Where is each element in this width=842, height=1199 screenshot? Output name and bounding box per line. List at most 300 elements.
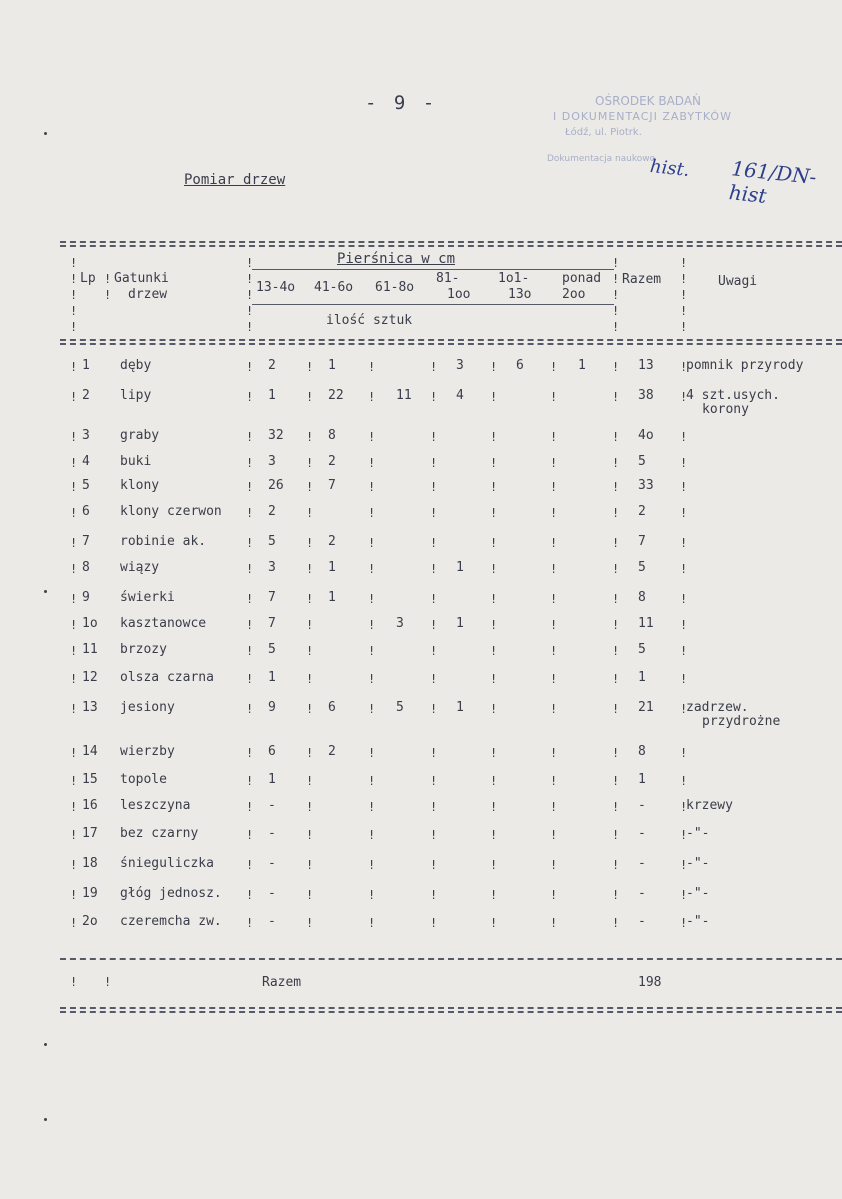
- table-cell-total: -: [638, 886, 646, 901]
- table-cell-c3: 11: [396, 388, 412, 403]
- column-separator-mark: !: [70, 888, 78, 902]
- column-separator-mark: !: [70, 774, 78, 788]
- column-header-range: ponad: [562, 271, 602, 286]
- column-separator-mark: !: [368, 390, 376, 404]
- table-cell-total: -: [638, 914, 646, 929]
- column-separator-mark: !: [490, 536, 498, 550]
- column-separator-mark: !: [550, 480, 558, 494]
- column-separator-mark: !: [368, 746, 376, 760]
- column-separator-mark: !: [680, 916, 688, 930]
- column-separator-mark: !: [70, 272, 78, 286]
- table-cell-name: śnieguliczka: [120, 856, 214, 871]
- column-separator-mark: !: [612, 536, 620, 550]
- footer-total-value: 198: [638, 975, 662, 990]
- table-cell-lp: 13: [82, 700, 98, 715]
- table-cell-lp: 1: [82, 358, 90, 373]
- table-cell-c4: 1: [456, 700, 464, 715]
- table-bottom-rule: [60, 1007, 842, 1013]
- table-cell-note-cont: przydrożne: [702, 714, 781, 729]
- column-separator-mark: !: [70, 456, 78, 470]
- column-separator-mark: !: [104, 272, 112, 286]
- column-separator-mark: !: [550, 360, 558, 374]
- column-separator-mark: !: [368, 888, 376, 902]
- column-separator-mark: !: [368, 536, 376, 550]
- column-separator-mark: !: [490, 916, 498, 930]
- column-separator-mark: !: [680, 746, 688, 760]
- column-separator-mark: !: [368, 644, 376, 658]
- column-separator-mark: !: [550, 800, 558, 814]
- table-cell-lp: 7: [82, 534, 90, 549]
- column-separator-mark: !: [490, 828, 498, 842]
- table-cell-note: pomnik przyrody: [686, 358, 804, 373]
- column-header-range: 1o1-: [498, 271, 530, 286]
- column-separator-mark: !: [70, 320, 78, 334]
- column-separator-mark: !: [490, 390, 498, 404]
- column-separator-mark: !: [680, 562, 688, 576]
- column-separator-mark: !: [550, 506, 558, 520]
- table-cell-name: wiązy: [120, 560, 160, 575]
- column-separator-mark: !: [306, 390, 314, 404]
- table-cell-c1: 3: [268, 454, 276, 469]
- column-separator-mark: !: [430, 430, 438, 444]
- table-cell-total: 13: [638, 358, 654, 373]
- column-separator-mark: !: [246, 320, 254, 334]
- document-title: Pomiar drzew: [184, 172, 286, 188]
- table-cell-lp: 16: [82, 798, 98, 813]
- column-separator-mark: !: [490, 888, 498, 902]
- table-cell-name: brzozy: [120, 642, 167, 657]
- column-separator-mark: !: [680, 774, 688, 788]
- column-header-diameter: Pierśnica w cm: [337, 251, 456, 267]
- table-cell-c1: -: [268, 886, 276, 901]
- column-separator-mark: !: [430, 800, 438, 814]
- column-separator-mark: !: [430, 592, 438, 606]
- column-separator-mark: !: [612, 774, 620, 788]
- column-separator-mark: !: [490, 480, 498, 494]
- footer-total-label: Razem: [262, 975, 302, 990]
- column-separator-mark: !: [612, 916, 620, 930]
- column-separator-mark: !: [70, 858, 78, 872]
- column-separator-mark: !: [70, 916, 78, 930]
- column-separator-mark: !: [612, 288, 620, 302]
- table-cell-c4: 4: [456, 388, 464, 403]
- margin-dot: [44, 1043, 47, 1046]
- column-separator-mark: !: [70, 562, 78, 576]
- column-separator-mark: !: [246, 256, 254, 270]
- table-cell-c1: -: [268, 914, 276, 929]
- table-cell-c1: 1: [268, 772, 276, 787]
- column-separator-mark: !: [490, 746, 498, 760]
- table-cell-total: 5: [638, 560, 646, 575]
- column-separator-mark: !: [490, 360, 498, 374]
- column-separator-mark: !: [550, 888, 558, 902]
- column-separator-mark: !: [430, 888, 438, 902]
- table-top-rule: [60, 241, 842, 247]
- table-cell-name: jesiony: [120, 700, 175, 715]
- column-separator-mark: !: [70, 304, 78, 318]
- column-separator-mark: !: [430, 506, 438, 520]
- column-header-lp: Lp: [80, 271, 96, 286]
- column-separator-mark: !: [680, 644, 688, 658]
- table-cell-lp: 9: [82, 590, 90, 605]
- column-separator-mark: !: [490, 506, 498, 520]
- table-cell-lp: 19: [82, 886, 98, 901]
- column-separator-mark: !: [368, 592, 376, 606]
- column-separator-mark: !: [680, 390, 688, 404]
- column-separator-mark: !: [612, 858, 620, 872]
- column-separator-mark: !: [680, 506, 688, 520]
- column-header-species-cont: drzew: [128, 287, 168, 302]
- column-separator-mark: !: [246, 562, 254, 576]
- column-separator-mark: !: [368, 774, 376, 788]
- column-separator-mark: !: [612, 272, 620, 286]
- column-separator-mark: !: [612, 888, 620, 902]
- table-cell-name: robinie ak.: [120, 534, 207, 549]
- table-cell-lp: 1o: [82, 616, 98, 631]
- column-separator-mark: !: [680, 536, 688, 550]
- table-cell-total: -: [638, 856, 646, 871]
- table-cell-lp: 8: [82, 560, 90, 575]
- column-header-range: 41-6o: [314, 280, 354, 295]
- column-separator-mark: !: [550, 390, 558, 404]
- table-cell-c2: 8: [328, 428, 336, 443]
- column-separator-mark: !: [246, 456, 254, 470]
- diameter-title-rule: [252, 269, 614, 270]
- column-separator-mark: !: [246, 592, 254, 606]
- column-separator-mark: !: [70, 430, 78, 444]
- column-separator-mark: !: [368, 916, 376, 930]
- column-separator-mark: !: [70, 360, 78, 374]
- column-separator-mark: !: [70, 480, 78, 494]
- column-separator-mark: !: [368, 506, 376, 520]
- table-cell-c2: 2: [328, 744, 336, 759]
- column-separator-mark: !: [430, 390, 438, 404]
- column-separator-mark: !: [70, 975, 78, 989]
- column-header-range: 2oo: [562, 287, 586, 302]
- column-separator-mark: !: [490, 774, 498, 788]
- table-cell-c4: 1: [456, 616, 464, 631]
- table-cell-name: graby: [120, 428, 160, 443]
- column-separator-mark: !: [70, 746, 78, 760]
- table-cell-total: 1: [638, 772, 646, 787]
- column-separator-mark: !: [490, 672, 498, 686]
- column-separator-mark: !: [246, 304, 254, 318]
- table-cell-total: 2: [638, 504, 646, 519]
- column-separator-mark: !: [70, 536, 78, 550]
- column-separator-mark: !: [306, 480, 314, 494]
- column-separator-mark: !: [680, 800, 688, 814]
- column-separator-mark: !: [368, 360, 376, 374]
- body-bottom-rule: [60, 958, 842, 960]
- table-cell-name: głóg jednosz.: [120, 886, 222, 901]
- column-separator-mark: !: [490, 858, 498, 872]
- table-cell-note: -"-: [686, 886, 710, 901]
- table-cell-total: 5: [638, 642, 646, 657]
- table-cell-c1: -: [268, 798, 276, 813]
- column-separator-mark: !: [550, 644, 558, 658]
- column-separator-mark: !: [246, 288, 254, 302]
- column-separator-mark: !: [490, 800, 498, 814]
- column-header-range: 13o: [508, 287, 532, 302]
- column-separator-mark: !: [550, 916, 558, 930]
- column-separator-mark: !: [368, 618, 376, 632]
- column-separator-mark: !: [680, 888, 688, 902]
- column-separator-mark: !: [612, 618, 620, 632]
- column-separator-mark: !: [306, 618, 314, 632]
- table-cell-name: leszczyna: [120, 798, 191, 813]
- table-cell-c1: 1: [268, 670, 276, 685]
- column-separator-mark: !: [70, 702, 78, 716]
- column-separator-mark: !: [246, 916, 254, 930]
- column-separator-mark: !: [680, 672, 688, 686]
- table-cell-name: kasztanowce: [120, 616, 207, 631]
- column-separator-mark: !: [104, 975, 112, 989]
- table-cell-note: 4 szt.usych.: [686, 388, 780, 403]
- column-separator-mark: !: [680, 272, 688, 286]
- column-separator-mark: !: [430, 644, 438, 658]
- table-cell-c2: 1: [328, 358, 336, 373]
- column-separator-mark: !: [246, 360, 254, 374]
- table-cell-total: -: [638, 826, 646, 841]
- column-separator-mark: !: [306, 506, 314, 520]
- table-cell-note: -"-: [686, 826, 710, 841]
- table-cell-lp: 18: [82, 856, 98, 871]
- column-separator-mark: !: [306, 858, 314, 872]
- table-cell-c3: 5: [396, 700, 404, 715]
- column-separator-mark: !: [612, 828, 620, 842]
- table-cell-note-cont: korony: [702, 402, 749, 417]
- column-separator-mark: !: [70, 256, 78, 270]
- column-separator-mark: !: [246, 672, 254, 686]
- column-separator-mark: !: [306, 888, 314, 902]
- table-cell-lp: 3: [82, 428, 90, 443]
- column-separator-mark: !: [368, 562, 376, 576]
- column-separator-mark: !: [70, 800, 78, 814]
- column-separator-mark: !: [368, 672, 376, 686]
- column-separator-mark: !: [550, 562, 558, 576]
- table-cell-total: -: [638, 798, 646, 813]
- table-cell-c1: 6: [268, 744, 276, 759]
- column-separator-mark: !: [490, 644, 498, 658]
- column-separator-mark: !: [550, 858, 558, 872]
- table-cell-lp: 4: [82, 454, 90, 469]
- diameter-ranges-rule: [252, 304, 614, 305]
- column-separator-mark: !: [368, 456, 376, 470]
- column-separator-mark: !: [680, 480, 688, 494]
- column-separator-mark: !: [430, 360, 438, 374]
- column-separator-mark: !: [246, 618, 254, 632]
- table-cell-c1: 1: [268, 388, 276, 403]
- table-cell-c2: 2: [328, 454, 336, 469]
- column-separator-mark: !: [306, 800, 314, 814]
- column-separator-mark: !: [680, 288, 688, 302]
- column-separator-mark: !: [306, 536, 314, 550]
- table-cell-c2: 6: [328, 700, 336, 715]
- column-separator-mark: !: [368, 858, 376, 872]
- column-separator-mark: !: [246, 858, 254, 872]
- column-separator-mark: !: [612, 702, 620, 716]
- table-cell-c1: 32: [268, 428, 284, 443]
- column-separator-mark: !: [246, 746, 254, 760]
- column-header-total: Razem: [622, 272, 662, 287]
- column-separator-mark: !: [680, 304, 688, 318]
- column-separator-mark: !: [550, 828, 558, 842]
- column-separator-mark: !: [680, 592, 688, 606]
- column-separator-mark: !: [680, 456, 688, 470]
- table-cell-name: bez czarny: [120, 826, 199, 841]
- column-separator-mark: !: [612, 506, 620, 520]
- column-separator-mark: !: [550, 618, 558, 632]
- column-separator-mark: !: [490, 456, 498, 470]
- table-cell-total: 1: [638, 670, 646, 685]
- column-separator-mark: !: [306, 644, 314, 658]
- stamp-line: Dokumentacja naukowo: [547, 154, 656, 164]
- column-separator-mark: !: [612, 644, 620, 658]
- margin-dot: [44, 1118, 47, 1121]
- table-cell-c1: 7: [268, 590, 276, 605]
- stamp-line: Łódź, ul. Piotrk.: [565, 127, 642, 138]
- column-separator-mark: !: [680, 320, 688, 334]
- header-bottom-rule: [60, 339, 842, 345]
- column-header-range: 81-: [436, 271, 460, 286]
- table-cell-c4: 1: [456, 560, 464, 575]
- column-separator-mark: !: [246, 644, 254, 658]
- table-cell-c2: 1: [328, 590, 336, 605]
- table-cell-name: dęby: [120, 358, 152, 373]
- column-separator-mark: !: [612, 800, 620, 814]
- table-cell-c1: 2: [268, 504, 276, 519]
- table-cell-note: -"-: [686, 856, 710, 871]
- column-separator-mark: !: [680, 618, 688, 632]
- column-header-range: 61-8o: [375, 280, 415, 295]
- column-separator-mark: !: [612, 390, 620, 404]
- table-cell-c1: -: [268, 826, 276, 841]
- column-separator-mark: !: [306, 592, 314, 606]
- margin-dot: [44, 590, 47, 593]
- table-cell-c3: 3: [396, 616, 404, 631]
- table-cell-total: 7: [638, 534, 646, 549]
- column-separator-mark: !: [70, 672, 78, 686]
- table-cell-lp: 2o: [82, 914, 98, 929]
- column-separator-mark: !: [246, 774, 254, 788]
- column-separator-mark: !: [430, 916, 438, 930]
- column-separator-mark: !: [612, 320, 620, 334]
- table-cell-name: olsza czarna: [120, 670, 214, 685]
- page-number: - 9 -: [365, 92, 438, 114]
- table-cell-name: czeremcha zw.: [120, 914, 222, 929]
- column-separator-mark: !: [306, 456, 314, 470]
- table-cell-c1: -: [268, 856, 276, 871]
- column-separator-mark: !: [550, 774, 558, 788]
- table-cell-c1: 9: [268, 700, 276, 715]
- column-separator-mark: !: [70, 828, 78, 842]
- column-separator-mark: !: [430, 702, 438, 716]
- table-cell-total: 11: [638, 616, 654, 631]
- column-header-range: 1oo: [447, 287, 471, 302]
- table-cell-name: klony czerwon: [120, 504, 222, 519]
- column-separator-mark: !: [612, 304, 620, 318]
- handwritten-note: hist.: [649, 155, 691, 182]
- column-separator-mark: !: [246, 506, 254, 520]
- table-cell-note: zadrzew.: [686, 700, 749, 715]
- table-cell-lp: 5: [82, 478, 90, 493]
- column-separator-mark: !: [368, 702, 376, 716]
- column-separator-mark: !: [550, 456, 558, 470]
- column-separator-mark: !: [430, 536, 438, 550]
- column-separator-mark: !: [430, 828, 438, 842]
- column-separator-mark: !: [368, 430, 376, 444]
- table-cell-name: wierzby: [120, 744, 175, 759]
- column-separator-mark: !: [430, 456, 438, 470]
- column-separator-mark: !: [612, 746, 620, 760]
- table-cell-total: 33: [638, 478, 654, 493]
- column-separator-mark: !: [612, 256, 620, 270]
- margin-dot: [44, 132, 47, 135]
- column-separator-mark: !: [430, 672, 438, 686]
- table-cell-total: 8: [638, 590, 646, 605]
- column-separator-mark: !: [680, 828, 688, 842]
- column-separator-mark: !: [490, 618, 498, 632]
- table-cell-lp: 6: [82, 504, 90, 519]
- column-header-notes: Uwagi: [718, 274, 758, 289]
- table-cell-name: klony: [120, 478, 160, 493]
- table-cell-c1: 26: [268, 478, 284, 493]
- column-separator-mark: !: [490, 592, 498, 606]
- column-separator-mark: !: [550, 702, 558, 716]
- column-separator-mark: !: [306, 430, 314, 444]
- column-separator-mark: !: [550, 430, 558, 444]
- column-separator-mark: !: [246, 272, 254, 286]
- table-cell-note: krzewy: [686, 798, 733, 813]
- column-separator-mark: !: [246, 480, 254, 494]
- table-cell-c5: 6: [516, 358, 524, 373]
- table-cell-name: buki: [120, 454, 152, 469]
- column-separator-mark: !: [430, 480, 438, 494]
- archive-number: 161/DN-hist: [727, 156, 818, 208]
- table-cell-c1: 3: [268, 560, 276, 575]
- column-separator-mark: !: [430, 858, 438, 872]
- column-separator-mark: !: [70, 592, 78, 606]
- table-cell-note: -"-: [686, 914, 710, 929]
- table-cell-c4: 3: [456, 358, 464, 373]
- column-separator-mark: !: [246, 828, 254, 842]
- column-separator-mark: !: [430, 774, 438, 788]
- column-separator-mark: !: [430, 562, 438, 576]
- table-cell-c2: 1: [328, 560, 336, 575]
- column-separator-mark: !: [246, 390, 254, 404]
- table-cell-c1: 2: [268, 358, 276, 373]
- stamp-line: OŚRODEK BADAŃ: [595, 94, 702, 108]
- column-separator-mark: !: [612, 456, 620, 470]
- column-separator-mark: !: [246, 702, 254, 716]
- table-cell-lp: 17: [82, 826, 98, 841]
- table-cell-c2: 22: [328, 388, 344, 403]
- table-cell-lp: 11: [82, 642, 98, 657]
- column-separator-mark: !: [70, 506, 78, 520]
- column-separator-mark: !: [306, 774, 314, 788]
- column-header-count: ilość sztuk: [326, 313, 413, 328]
- table-cell-name: świerki: [120, 590, 175, 605]
- table-cell-lp: 14: [82, 744, 98, 759]
- column-separator-mark: !: [306, 672, 314, 686]
- column-separator-mark: !: [306, 562, 314, 576]
- column-separator-mark: !: [246, 800, 254, 814]
- column-separator-mark: !: [306, 360, 314, 374]
- column-separator-mark: !: [612, 672, 620, 686]
- column-separator-mark: !: [612, 430, 620, 444]
- column-separator-mark: !: [550, 536, 558, 550]
- table-cell-total: 5: [638, 454, 646, 469]
